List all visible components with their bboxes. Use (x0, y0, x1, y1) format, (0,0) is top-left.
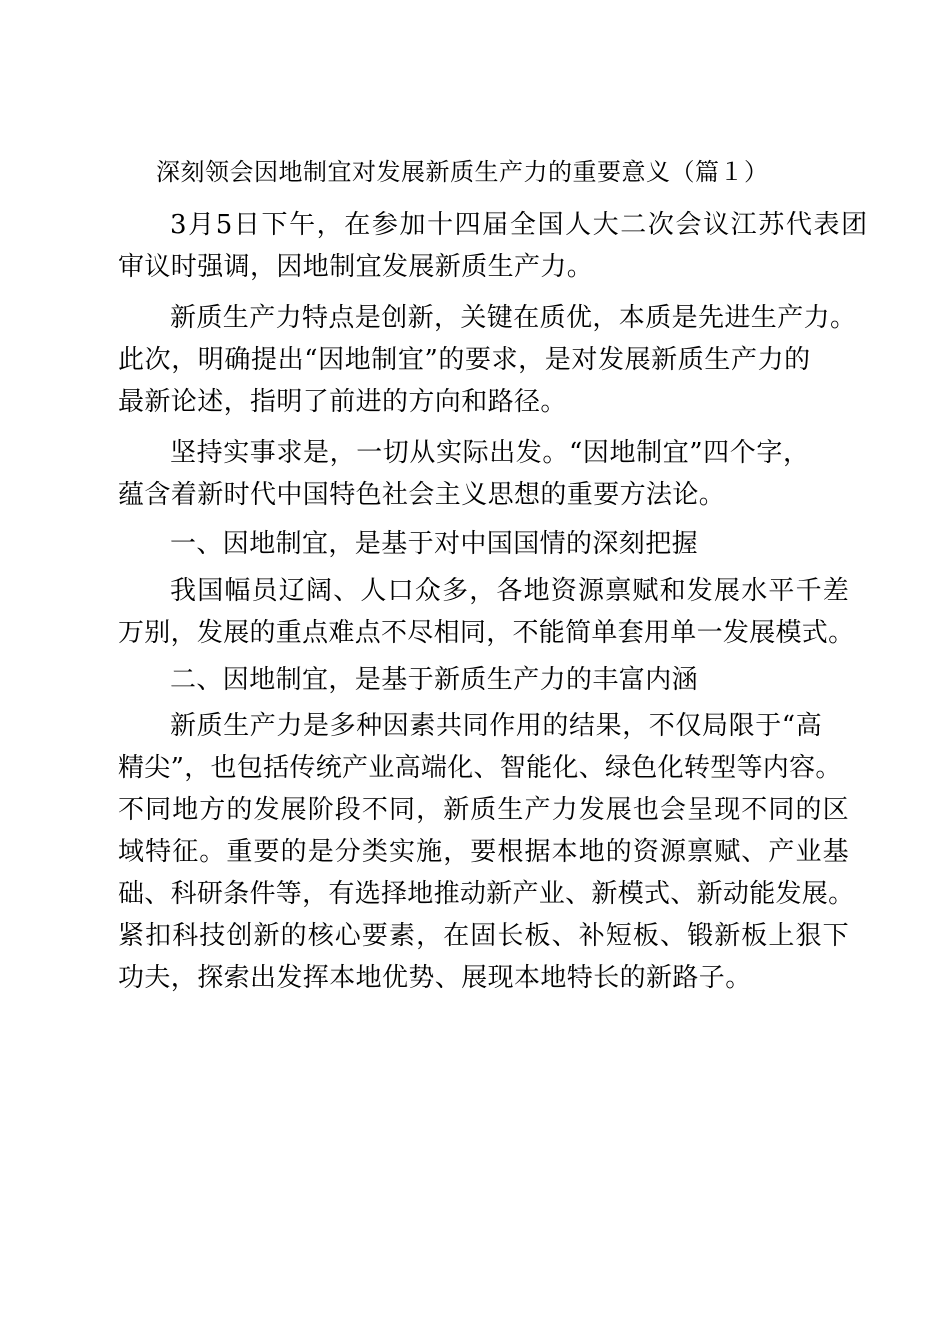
paragraph-line: 新质生产力是多种因素共同作用的结果，不仅局限于“高 (170, 711, 823, 741)
paragraph-line: 础、科研条件等，有选择地推动新产业、新模式、新动能发展。 (118, 879, 855, 909)
paragraph-line: 功夫，探索出发挥本地优势、展现本地特长的新路子。 (118, 963, 752, 993)
document-title: 深刻领会因地制宜对发展新质生产力的重要意义（篇１） (156, 158, 769, 186)
paragraph-line: 坚持实事求是，一切从实际出发。“因地制宜”四个字， (170, 438, 810, 468)
paragraph-line: 万别，发展的重点难点不尽相同，不能简单套用单一发展模式。 (118, 618, 855, 648)
paragraph-line: 最新论述，指明了前进的方向和路径。 (118, 387, 567, 417)
paragraph-line: 域特征。重要的是分类实施，要根据本地的资源禀赋、产业基 (118, 837, 850, 867)
paragraph-line: 我国幅员辽阔、人口众多，各地资源禀赋和发展水平千差 (170, 576, 851, 606)
paragraph-line: 蕴含着新时代中国特色社会主义思想的重要方法论。 (118, 480, 726, 510)
paragraph-line: 新质生产力特点是创新，关键在质优，本质是先进生产力。 (170, 303, 857, 333)
paragraph-line: 不同地方的发展阶段不同，新质生产力发展也会呈现不同的区 (118, 795, 850, 825)
paragraph-line: 紧扣科技创新的核心要素，在固长板、补短板、锻新板上狠下 (118, 921, 850, 951)
section-heading: 一、因地制宜，是基于对中国国情的深刻把握 (170, 529, 699, 559)
section-heading: 二、因地制宜，是基于新质生产力的丰富内涵 (170, 665, 699, 695)
paragraph-line: 此次，明确提出“因地制宜”的要求，是对发展新质生产力的 (118, 345, 811, 375)
paragraph-line: 精尖”，也包括传统产业高端化、智能化、绿色化转型等内容。 (118, 753, 842, 783)
paragraph-line: 3月5日下午，在参加十四届全国人大二次会议江苏代表团 (170, 210, 869, 240)
paragraph-line: 审议时强调，因地制宜发展新质生产力。 (118, 252, 594, 282)
